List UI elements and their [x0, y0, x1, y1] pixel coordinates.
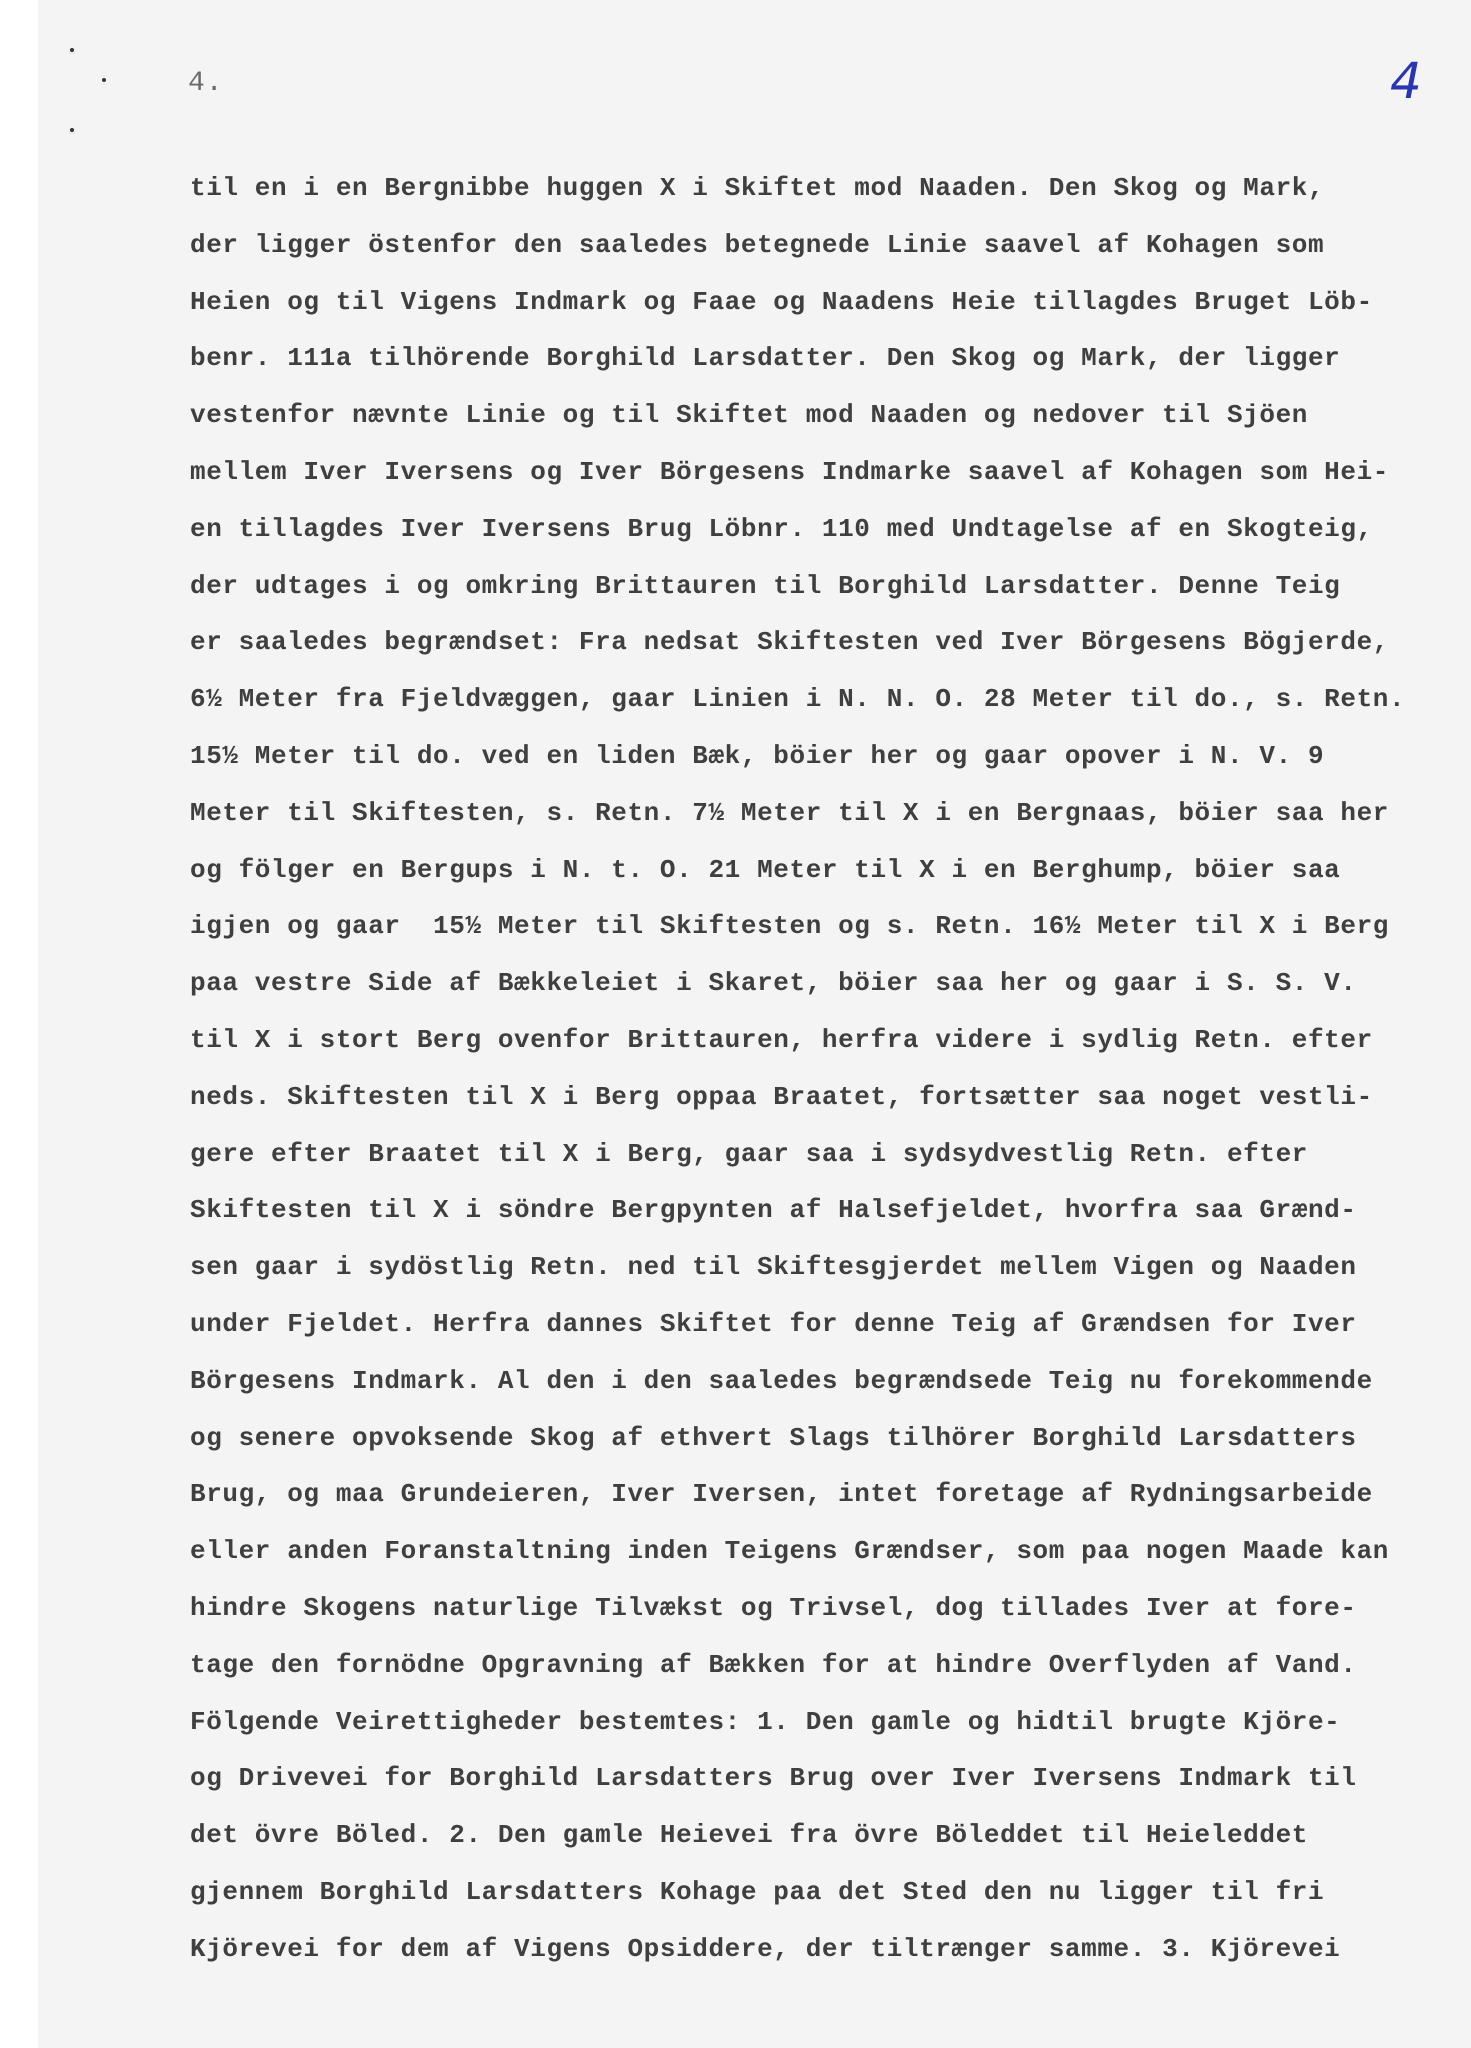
paper-sheet	[38, 0, 1471, 2048]
text-line: sen gaar i sydöstlig Retn. ned til Skiftesgjerdet mellem Vigen og Naaden	[190, 1252, 1357, 1283]
text-line: en tillagdes Iver Iversens Brug Löbnr. 110 med Undtagelse af en Skogteig,	[190, 513, 1373, 544]
margin-mark	[70, 48, 74, 52]
body-text	[190, 160, 1455, 1978]
text-line: Fölgende Veirettigheder bestemtes: 1. Den gamle og hidtil brugte Kjöre-	[190, 1706, 1341, 1737]
text-line: der ligger östenfor den saaledes betegnede Linie saavel af Kohagen som	[190, 229, 1325, 260]
text-line: eller anden Foranstaltning inden Teigens Grændser, som paa nogen Maade kan	[190, 1536, 1389, 1567]
typed-page-number: 4.	[188, 68, 224, 99]
text-line: benr. 111a tilhörende Borghild Larsdatter. Den Skog og Mark, der ligger	[190, 343, 1341, 374]
text-line: er saaledes begrændset: Fra nedsat Skiftesten ved Iver Börgesens Bögjerde,	[190, 627, 1389, 658]
text-line: og Drivevei for Borghild Larsdatters Brug over Iver Iversens Indmark til	[190, 1763, 1357, 1794]
text-line: hindre Skogens naturlige Tilvækst og Trivsel, dog tillades Iver at fore-	[190, 1592, 1357, 1623]
text-line: der udtages i og omkring Brittauren til Borghild Larsdatter. Denne Teig	[190, 570, 1341, 601]
text-line: til X i stort Berg ovenfor Brittauren, herfra videre i sydlig Retn. efter	[190, 1024, 1373, 1055]
text-line: mellem Iver Iversens og Iver Börgesens Indmarke saavel af Kohagen som Hei-	[190, 456, 1389, 487]
text-line: tage den fornödne Opgravning af Bækken for at hindre Overflyden af Vand.	[190, 1649, 1357, 1680]
text-line: og senere opvoksende Skog af ethvert Slags tilhörer Borghild Larsdatters	[190, 1422, 1357, 1453]
text-line: vestenfor nævnte Linie og til Skiftet mod Naaden og nedover til Sjöen	[190, 400, 1308, 431]
text-line: 6½ Meter fra Fjeldvæggen, gaar Linien i N. N. O. 28 Meter til do., s. Retn.	[190, 684, 1406, 715]
text-line: igjen og gaar 15½ Meter til Skiftesten og s. Retn. 16½ Meter til X i Berg	[190, 911, 1389, 942]
handwritten-folio-number: 4	[1390, 52, 1422, 110]
text-line: gere efter Braatet til X i Berg, gaar saa i sydsydvestlig Retn. efter	[190, 1138, 1308, 1169]
text-line: under Fjeldet. Herfra dannes Skiftet for denne Teig af Grændsen for Iver	[190, 1308, 1357, 1339]
margin-mark	[102, 78, 106, 82]
text-line: og fölger en Bergups i N. t. O. 21 Meter til X i en Berghump, böier saa	[190, 854, 1341, 885]
text-line: Meter til Skiftesten, s. Retn. 7½ Meter til X i en Bergnaas, böier saa her	[190, 797, 1389, 828]
text-line: Kjörevei for dem af Vigens Opsiddere, der tiltrænger samme. 3. Kjörevei	[190, 1933, 1341, 1964]
text-line: Skiftesten til X i söndre Bergpynten af Halsefjeldet, hvorfra saa Grænd-	[190, 1195, 1357, 1226]
text-line: Brug, og maa Grundeieren, Iver Iversen, intet foretage af Rydningsarbeide	[190, 1479, 1373, 1510]
text-line: Börgesens Indmark. Al den i den saaledes begrændsede Teig nu forekommende	[190, 1365, 1373, 1396]
text-line: til en i en Bergnibbe huggen X i Skiftet mod Naaden. Den Skog og Mark,	[190, 173, 1325, 203]
text-line: gjennem Borghild Larsdatters Kohage paa det Sted den nu ligger til fri	[190, 1876, 1325, 1907]
margin-mark	[70, 128, 74, 132]
text-line: det övre Böled. 2. Den gamle Heievei fra övre Böleddet til Heieleddet	[190, 1820, 1308, 1851]
text-line: paa vestre Side af Bækkeleiet i Skaret, böier saa her og gaar i S. S. V.	[190, 968, 1357, 999]
text-line: Heien og til Vigens Indmark og Faae og Naadens Heie tillagdes Bruget Löb-	[190, 286, 1373, 317]
text-line: neds. Skiftesten til X i Berg oppaa Braatet, fortsætter saa noget vestli-	[190, 1081, 1373, 1112]
text-line: 15½ Meter til do. ved en liden Bæk, böier her og gaar opover i N. V. 9	[190, 740, 1325, 771]
